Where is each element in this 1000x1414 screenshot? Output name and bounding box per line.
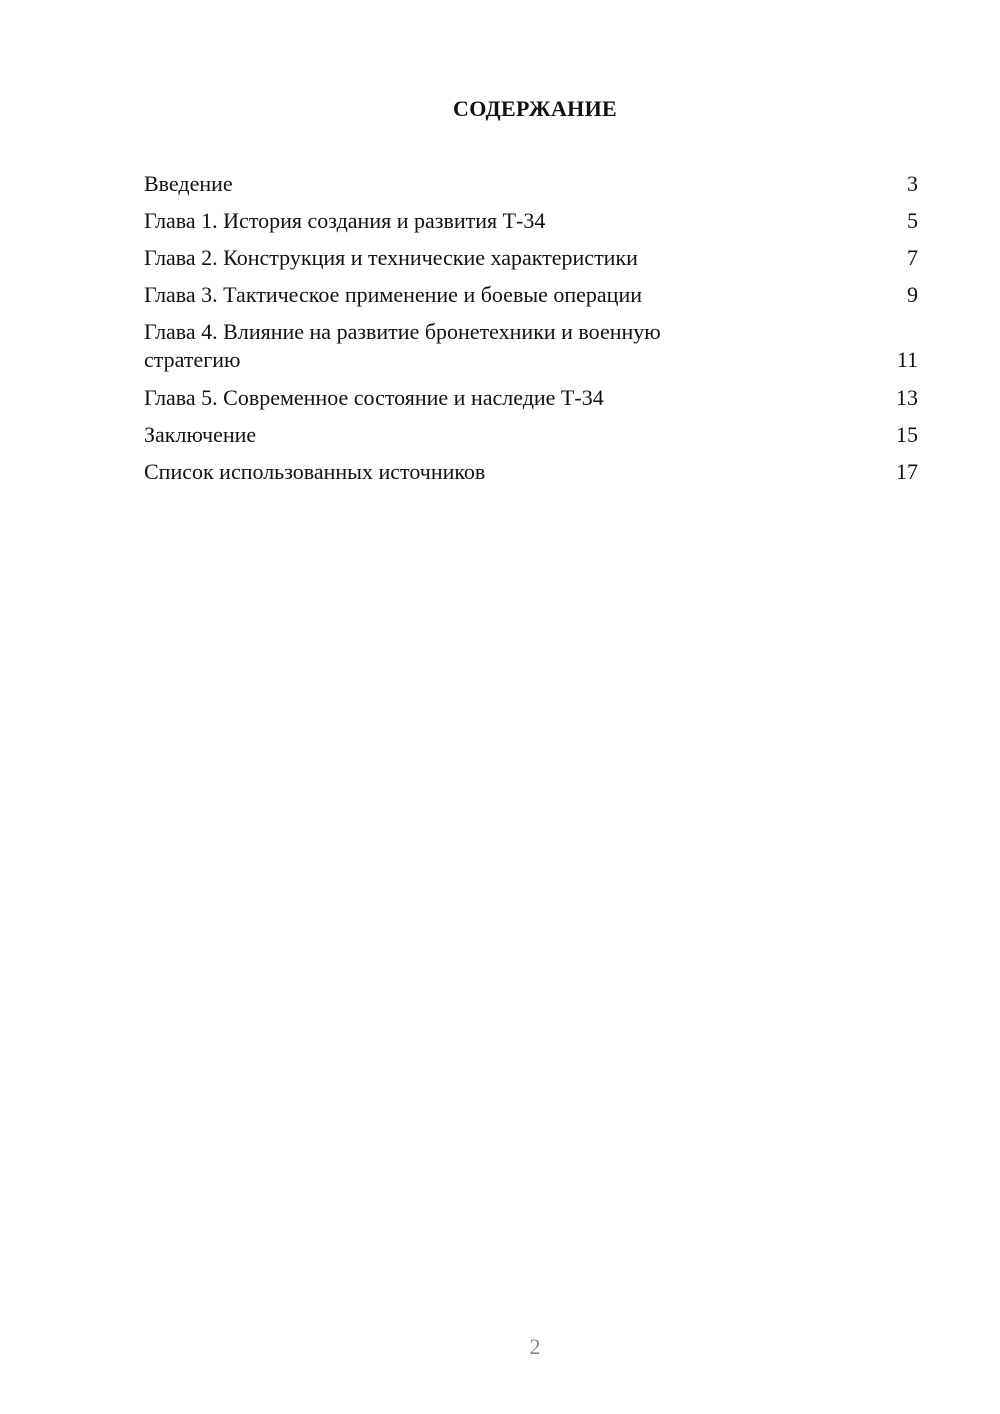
toc-entry-chapter-2[interactable] <box>144 244 918 272</box>
table-of-contents <box>144 170 918 495</box>
toc-entry-text: Список использованных источников <box>144 459 486 484</box>
toc-entry-references[interactable] <box>144 458 918 486</box>
toc-entry-page: 11 <box>896 347 918 372</box>
toc-entry-chapter-4[interactable] <box>144 318 918 374</box>
toc-entry-conclusion[interactable] <box>144 421 918 449</box>
toc-entry-chapter-1[interactable] <box>144 207 918 235</box>
toc-entry-page: 7 <box>907 245 918 270</box>
toc-entry-chapter-3[interactable] <box>144 281 918 309</box>
toc-entry-page: 15 <box>896 422 918 447</box>
toc-entry-text: Глава 4. Влияние на развитие бронетехники и военную стратегию <box>144 319 661 372</box>
toc-entry-text: Глава 2. Конструкция и технические характеристики <box>144 245 638 270</box>
toc-entry-text: Заключение <box>144 422 257 447</box>
toc-entry-text: Глава 1. История создания и развития Т-34 <box>144 208 546 233</box>
toc-entry-page: 17 <box>896 459 918 484</box>
page-title: СОДЕРЖАНИЕ <box>453 96 617 121</box>
toc-entry-page: 3 <box>907 171 918 196</box>
toc-entry-introduction[interactable] <box>144 170 918 198</box>
toc-entry-page: 13 <box>896 385 918 410</box>
toc-entry-page: 5 <box>907 208 918 233</box>
toc-entry-chapter-5[interactable] <box>144 384 918 412</box>
toc-entry-text: Введение <box>144 171 233 196</box>
toc-entry-text: Глава 5. Современное состояние и наследие Т-34 <box>144 385 604 410</box>
toc-entry-page: 9 <box>907 282 918 307</box>
page-number: 2 <box>529 1334 541 1359</box>
toc-entry-text: Глава 3. Тактическое применение и боевые операции <box>144 282 642 307</box>
